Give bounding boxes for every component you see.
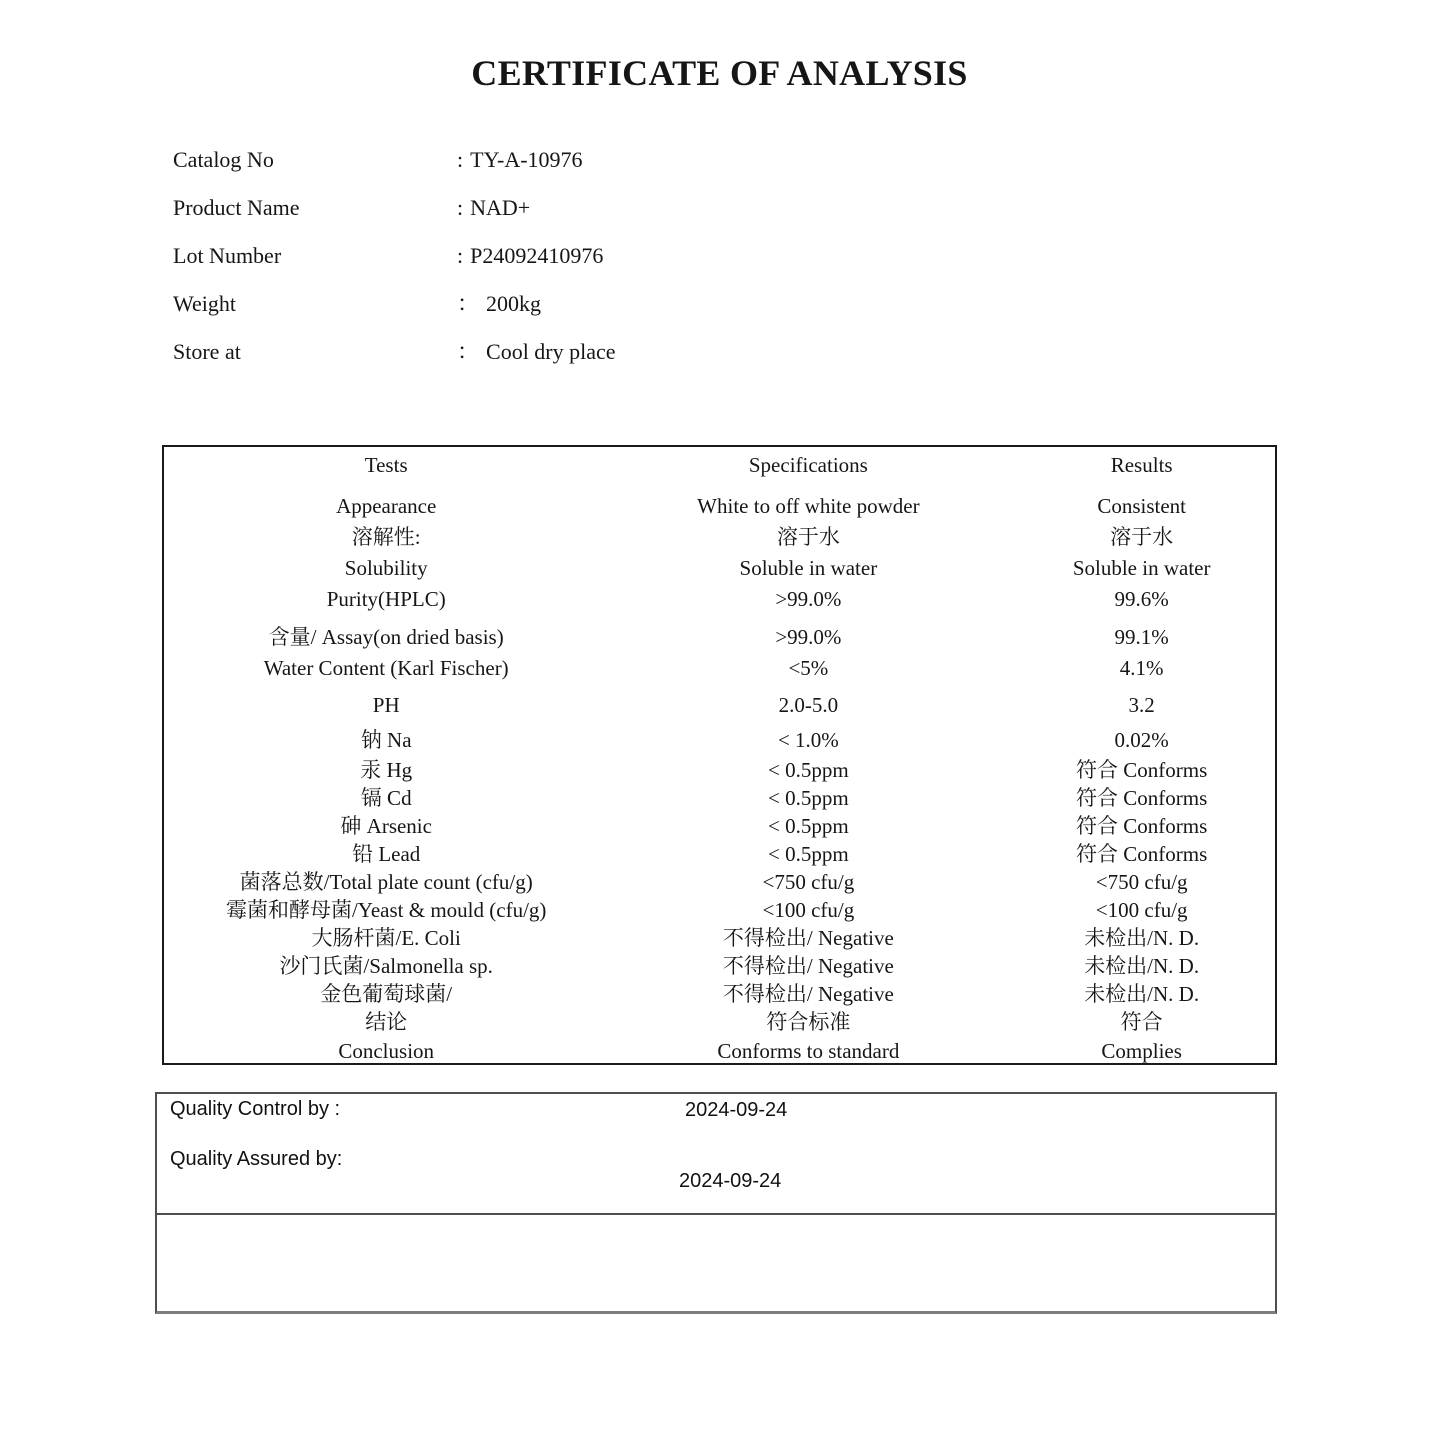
- info-row-lot-number: [173, 242, 873, 270]
- catalog-no-value: TY-A-10976: [470, 147, 583, 172]
- table-row-solubility-cn: [164, 523, 1275, 551]
- specification-cell: 不得检出/ Negative: [722, 982, 894, 1006]
- specification-cell: Conforms to standard: [717, 1039, 900, 1063]
- weight-label: Weight: [173, 291, 236, 316]
- result-cell: Soluble in water: [1072, 556, 1211, 580]
- catalog-no-label: Catalog No: [173, 147, 274, 172]
- table-row-lead: [164, 840, 1275, 868]
- specification-cell: < 0.5ppm: [768, 814, 849, 838]
- lot-number-label: Lot Number: [173, 243, 282, 268]
- quality-control-label: Quality Control by :: [170, 1098, 341, 1120]
- test-name-cell: 汞 Hg: [360, 758, 413, 782]
- specification-cell: <5%: [788, 656, 829, 680]
- table-row-mercury: [164, 756, 1275, 784]
- quality-assured-date: 2024-09-24: [679, 1170, 782, 1192]
- specification-cell: < 0.5ppm: [768, 758, 849, 782]
- test-name-cell: 沙门氏菌/Salmonella sp.: [279, 954, 493, 978]
- signature-box: [155, 1092, 1277, 1215]
- result-cell: 0.02%: [1114, 728, 1169, 752]
- result-cell: Complies: [1101, 1039, 1182, 1063]
- result-cell: 4.1%: [1119, 656, 1164, 680]
- test-name-cell: PH: [372, 693, 400, 717]
- table-header-row: [164, 452, 1275, 478]
- lot-number-value: P24092410976: [470, 243, 604, 268]
- info-row-product-name: [173, 194, 873, 222]
- analysis-table: [162, 445, 1277, 1065]
- test-name-cell: 金色葡萄球菌/: [320, 982, 453, 1006]
- table-row-e-coli: [164, 924, 1275, 952]
- specification-cell: 溶于水: [776, 525, 840, 549]
- table-row-sodium: [164, 726, 1275, 754]
- test-name-cell: 镉 Cd: [360, 786, 412, 810]
- test-name-cell: 含量/ Assay(on dried basis): [268, 625, 504, 649]
- specification-cell: White to off white powder: [697, 494, 920, 518]
- table-header-specifications: Specifications: [748, 453, 868, 477]
- test-name-cell: 大肠杆菌/E. Coli: [311, 926, 461, 950]
- result-cell: 未检出/N. D.: [1084, 926, 1200, 950]
- table-row-appearance: [164, 492, 1275, 520]
- specification-cell: < 0.5ppm: [768, 786, 849, 810]
- table-row-conclusion-cn: [164, 1008, 1275, 1036]
- specification-cell: >99.0%: [775, 587, 842, 611]
- specification-cell: <100 cfu/g: [762, 898, 855, 922]
- result-cell: 符合 Conforms: [1076, 842, 1208, 866]
- specification-cell: 不得检出/ Negative: [722, 926, 894, 950]
- test-name-cell: Water Content (Karl Fischer): [263, 656, 509, 680]
- test-name-cell: Appearance: [336, 494, 437, 518]
- result-cell: <750 cfu/g: [1095, 870, 1188, 894]
- test-name-cell: Conclusion: [338, 1039, 435, 1063]
- table-row-assay: [164, 623, 1275, 651]
- test-name-cell: 溶解性:: [351, 525, 421, 549]
- specification-cell: 2.0-5.0: [778, 693, 839, 717]
- table-row-total-plate-count: [164, 868, 1275, 896]
- test-name-cell: 钠 Na: [360, 728, 412, 752]
- table-row-conclusion: [164, 1037, 1275, 1065]
- result-cell: 符合: [1120, 1010, 1163, 1034]
- table-row-purity-hplc: [164, 585, 1275, 613]
- result-cell: 99.1%: [1114, 625, 1169, 649]
- test-name-cell: 结论: [365, 1010, 408, 1034]
- colon-separator: :: [457, 147, 464, 172]
- specification-cell: 符合标准: [766, 1010, 851, 1034]
- table-row-solubility: [164, 554, 1275, 582]
- specification-cell: 不得检出/ Negative: [722, 954, 894, 978]
- test-name-cell: 霉菌和酵母菌/Yeast & mould (cfu/g): [225, 898, 547, 922]
- specification-cell: Soluble in water: [739, 556, 878, 580]
- table-header-tests: Tests: [364, 453, 408, 477]
- result-cell: 符合 Conforms: [1076, 814, 1208, 838]
- result-cell: 未检出/N. D.: [1084, 982, 1200, 1006]
- result-cell: 符合 Conforms: [1076, 758, 1208, 782]
- test-name-cell: Purity(HPLC): [326, 587, 446, 611]
- test-name-cell: 菌落总数/Total plate count (cfu/g): [239, 870, 533, 894]
- product-name-label: Product Name: [173, 195, 300, 220]
- result-cell: Consistent: [1097, 494, 1186, 518]
- result-cell: 3.2: [1128, 693, 1155, 717]
- specification-cell: < 1.0%: [777, 728, 839, 752]
- product-info-block: [173, 146, 873, 386]
- test-name-cell: Solubility: [344, 556, 428, 580]
- quality-control-date: 2024-09-24: [685, 1099, 788, 1121]
- info-row-catalog-no: [173, 146, 873, 174]
- table-row-water-content: [164, 654, 1275, 682]
- table-row-staph-aureus: [164, 980, 1275, 1008]
- table-row-ph: [164, 691, 1275, 719]
- result-cell: 符合 Conforms: [1076, 786, 1208, 810]
- specification-cell: >99.0%: [775, 625, 842, 649]
- table-row-yeast-mould: [164, 896, 1275, 924]
- info-row-store-at: [173, 338, 873, 366]
- table-row-cadmium: [164, 784, 1275, 812]
- specification-cell: < 0.5ppm: [768, 842, 849, 866]
- colon-separator: ：: [457, 291, 480, 316]
- table-header-results: Results: [1110, 453, 1173, 477]
- empty-signature-box: [155, 1215, 1277, 1314]
- result-cell: 溶于水: [1110, 525, 1174, 549]
- colon-separator: :: [457, 243, 464, 268]
- table-row-salmonella: [164, 952, 1275, 980]
- weight-value: 200kg: [486, 291, 542, 316]
- info-row-weight: [173, 290, 873, 318]
- product-name-value: NAD+: [470, 195, 531, 220]
- test-name-cell: 铅 Lead: [352, 842, 421, 866]
- result-cell: 未检出/N. D.: [1084, 954, 1200, 978]
- colon-separator: :: [457, 195, 464, 220]
- result-cell: 99.6%: [1114, 587, 1169, 611]
- test-name-cell: 砷 Arsenic: [340, 814, 432, 838]
- specification-cell: <750 cfu/g: [762, 870, 855, 894]
- colon-separator: ：: [457, 339, 480, 364]
- table-row-arsenic: [164, 812, 1275, 840]
- store-at-label: Store at: [173, 339, 241, 364]
- result-cell: <100 cfu/g: [1095, 898, 1188, 922]
- store-at-value: Cool dry place: [486, 339, 616, 364]
- quality-assured-label: Quality Assured by:: [170, 1148, 343, 1170]
- page-title: CERTIFICATE OF ANALYSIS: [471, 53, 968, 93]
